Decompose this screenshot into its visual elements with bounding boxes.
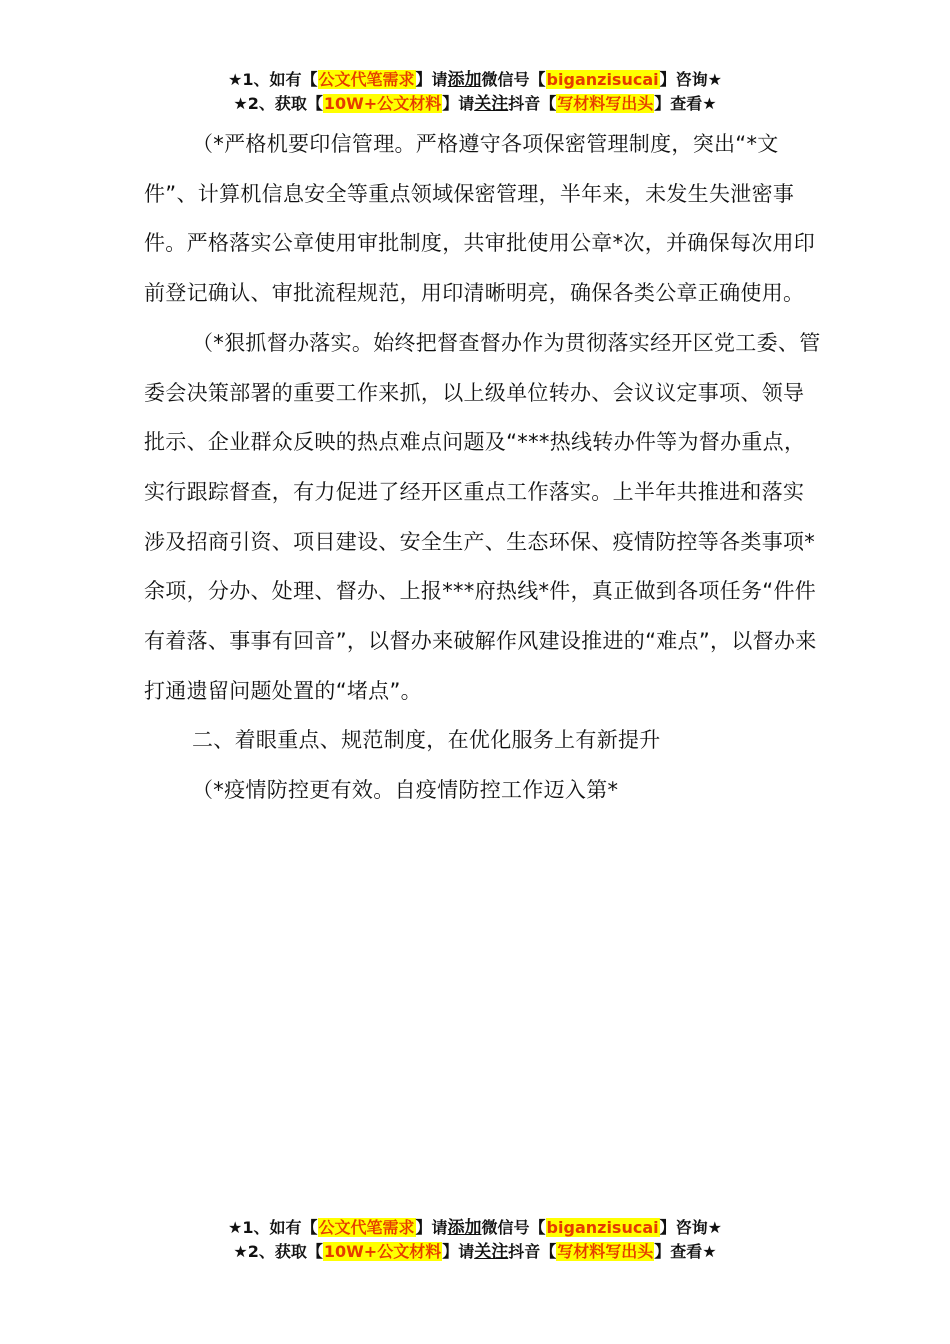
underlined-text: 添加 (447, 1218, 482, 1238)
footer-banner-line-1: ★1、如有【公文代笔需求】请添加微信号【biganzisucai】咨询★ (228, 1218, 722, 1238)
underlined-text: 关注 (474, 94, 509, 114)
highlight-text: 公文代笔需求 (318, 70, 415, 89)
header-banner (0, 68, 950, 116)
header-banner-line-2: ★2、获取【10W+公文材料】请关注抖音【写材料写出头】查看★ (233, 94, 717, 114)
header-banner-line-1: ★1、如有【公文代笔需求】请添加微信号【biganzisucai】咨询★ (228, 70, 722, 90)
underlined-text: 关注 (474, 1242, 509, 1262)
highlight-text: 10W+公文材料 (323, 1242, 442, 1261)
douyin-id-highlight: 写材料写出头 (557, 94, 654, 113)
underlined-text: 添加 (447, 70, 482, 90)
paragraph-supervision: （*狠抓督办落实。始终把督查督办作为贯彻落实经开区党工委、管委会决策部署的重要工作来抓，以上级单位转办、会议议定事项、领导批示、企业群众反映的热点难点问题及“***热线转办件等为督办重点，实行跟踪督查，有力促进了经开区重点工作落实。上半年共推进和落实涉及招商引资、项目建设、安全生产、生态环保、疫情防控等各类事项*余项，分办、处理、督办、上报***府热线*件，真正做到各项任务“件件有着落、事事有回音”，以督办来破解作风建设推进的“难点”，以督办来打通遗留问题处置的“堵点”。 (144, 330, 821, 703)
highlight-text: 10W+公文材料 (323, 94, 442, 113)
document-body (144, 120, 824, 816)
wechat-id-highlight: biganzisucai (546, 70, 659, 89)
section-heading: 二、着眼重点、规范制度，在优化服务上有新提升 (192, 728, 661, 753)
douyin-id-highlight: 写材料写出头 (557, 1242, 654, 1261)
footer-banner (0, 1216, 950, 1264)
wechat-id-highlight: biganzisucai (546, 1218, 659, 1237)
paragraph-seal-management: （*严格机要印信管理。严格遵守各项保密管理制度，突出“*文件”、计算机信息安全等重点领域保密管理，半年来，未发生失泄密事件。严格落实公章使用审批制度，共审批使用公章*次，并确保每次用印前登记确认、审批流程规范，用印清晰明亮，确保各类公章正确使用。 (144, 132, 816, 306)
paragraph-epidemic-control: （*疫情防控更有效。自疫情防控工作迈入第* (192, 778, 619, 803)
highlight-text: 公文代笔需求 (318, 1218, 415, 1237)
footer-banner-line-2: ★2、获取【10W+公文材料】请关注抖音【写材料写出头】查看★ (233, 1242, 717, 1262)
